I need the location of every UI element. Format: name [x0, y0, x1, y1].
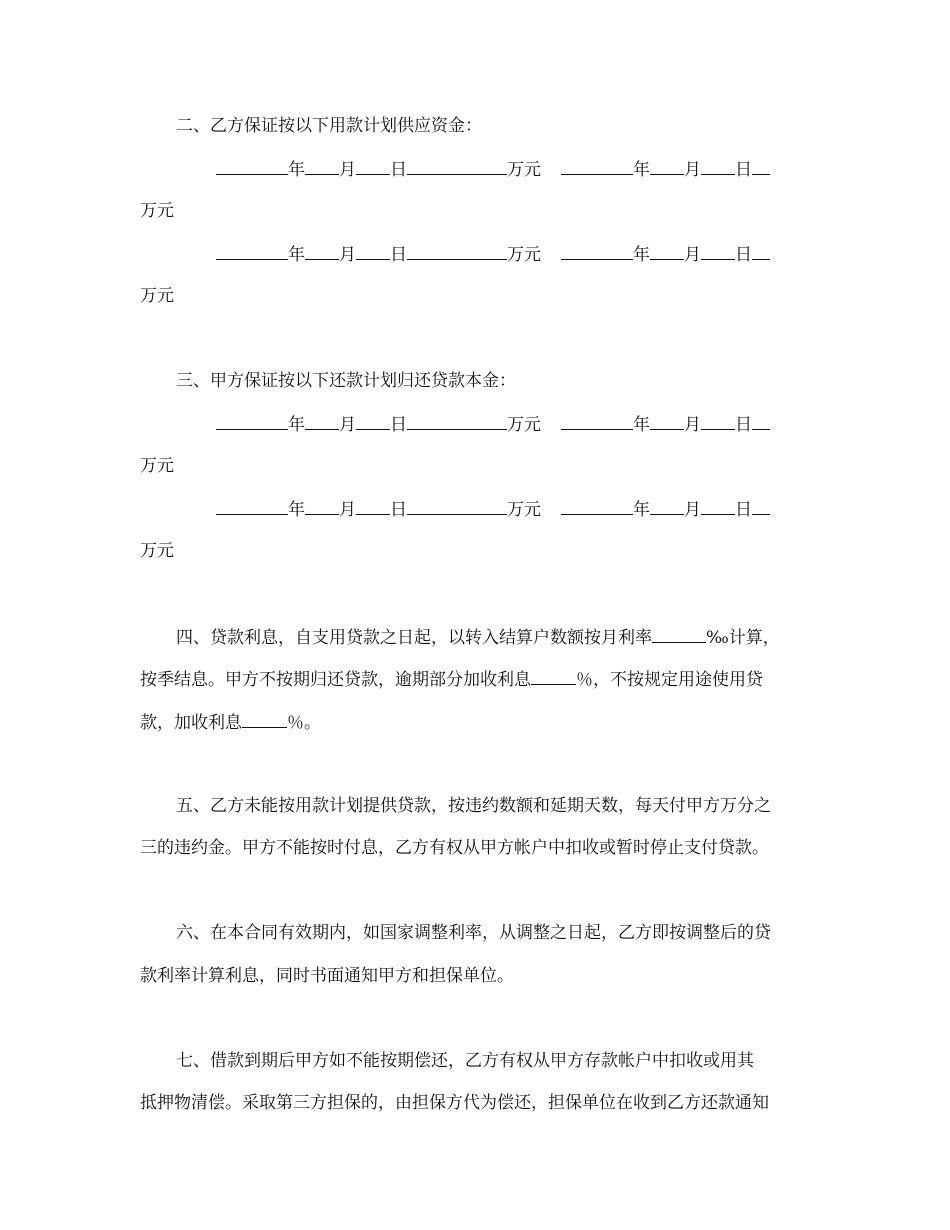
text: ％，不按规定用途使用贷 [576, 670, 763, 690]
schedule-row [216, 412, 896, 436]
section-6-line-1: 六、在本合同有效期内，如国家调整利率，从调整之日起，乙方即按调整后的贷 [176, 923, 771, 943]
blank-day [701, 157, 735, 175]
text: ‰计算， [706, 628, 780, 648]
unit-wan-wrap: 万元 [140, 456, 174, 476]
blank-month [650, 157, 684, 175]
unit-year: 年 [288, 500, 305, 520]
blank-rate [652, 625, 706, 643]
unit-year: 年 [633, 415, 650, 435]
blank-month [650, 242, 684, 260]
section-3-heading: 三、甲方保证按以下还款计划归还贷款本金： [176, 371, 516, 391]
text: 款，加收利息 [140, 713, 242, 733]
unit-wan-wrap: 万元 [140, 201, 174, 221]
blank-day [701, 497, 735, 515]
schedule-row [216, 242, 896, 266]
blank-day [701, 412, 735, 430]
unit-month: 月 [684, 500, 701, 520]
blank-amount [752, 242, 770, 260]
unit-year: 年 [633, 245, 650, 265]
schedule-row [216, 497, 896, 521]
blank-day [356, 242, 390, 260]
blank-rate [531, 667, 576, 685]
unit-wan-wrap: 万元 [140, 541, 174, 561]
unit-wan-wrap: 万元 [140, 286, 174, 306]
blank-year [561, 242, 633, 260]
blank-year [561, 157, 633, 175]
blank-month [305, 497, 339, 515]
unit-day: 日 [735, 415, 752, 435]
section-6-line-2: 款利率计算利息，同时书面通知甲方和担保单位。 [140, 966, 514, 986]
section-7-line-2: 抵押物清偿。采取第三方担保的，由担保方代为偿还，担保单位在收到乙方还款通知 [140, 1093, 769, 1113]
unit-year: 年 [633, 500, 650, 520]
blank-amount [752, 412, 770, 430]
blank-month [305, 157, 339, 175]
blank-year [216, 242, 288, 260]
blank-year [216, 412, 288, 430]
unit-day: 日 [735, 500, 752, 520]
unit-month: 月 [339, 160, 356, 180]
unit-month: 月 [339, 415, 356, 435]
unit-month: 月 [684, 160, 701, 180]
section-2-heading: 二、乙方保证按以下用款计划供应资金： [176, 116, 482, 136]
unit-wan: 万元 [507, 245, 541, 265]
schedule-row [216, 157, 896, 181]
blank-day [356, 157, 390, 175]
unit-month: 月 [339, 245, 356, 265]
blank-day [356, 497, 390, 515]
blank-month [650, 412, 684, 430]
blank-year [216, 497, 288, 515]
blank-day [356, 412, 390, 430]
blank-year [561, 497, 633, 515]
section-4-line-3 [140, 710, 820, 734]
unit-day: 日 [390, 500, 407, 520]
unit-year: 年 [288, 160, 305, 180]
blank-year [561, 412, 633, 430]
blank-amount [407, 157, 507, 175]
unit-day: 日 [390, 415, 407, 435]
unit-year: 年 [288, 415, 305, 435]
unit-month: 月 [684, 245, 701, 265]
unit-month: 月 [684, 415, 701, 435]
unit-year: 年 [633, 160, 650, 180]
blank-month [650, 497, 684, 515]
unit-day: 日 [735, 245, 752, 265]
blank-amount [407, 242, 507, 260]
section-4-line-1 [176, 625, 856, 649]
blank-year [216, 157, 288, 175]
text: 四、贷款利息，自支用贷款之日起，以转入结算户数额按月利率 [176, 628, 652, 648]
blank-amount [407, 497, 507, 515]
unit-year: 年 [288, 245, 305, 265]
section-7-line-1: 七、借款到期后甲方如不能按期偿还，乙方有权从甲方存款帐户中扣收或用其 [176, 1051, 754, 1071]
text: 按季结息。甲方不按期归还贷款，逾期部分加收利息 [140, 670, 531, 690]
unit-month: 月 [339, 500, 356, 520]
text: ％。 [287, 713, 321, 733]
unit-day: 日 [390, 160, 407, 180]
blank-month [305, 412, 339, 430]
blank-rate [242, 710, 287, 728]
blank-amount [407, 412, 507, 430]
blank-amount [752, 497, 770, 515]
section-5-line-2: 三的违约金。甲方不能按时付息，乙方有权从甲方帐户中扣收或暂时停止支付贷款。 [140, 838, 769, 858]
unit-day: 日 [390, 245, 407, 265]
blank-amount [752, 157, 770, 175]
unit-wan: 万元 [507, 500, 541, 520]
section-4-line-2 [140, 667, 820, 691]
unit-wan: 万元 [507, 415, 541, 435]
unit-day: 日 [735, 160, 752, 180]
blank-month [305, 242, 339, 260]
blank-day [701, 242, 735, 260]
section-5-line-1: 五、乙方未能按用款计划提供贷款，按违约数额和延期天数，每天付甲方万分之 [176, 796, 771, 816]
unit-wan: 万元 [507, 160, 541, 180]
